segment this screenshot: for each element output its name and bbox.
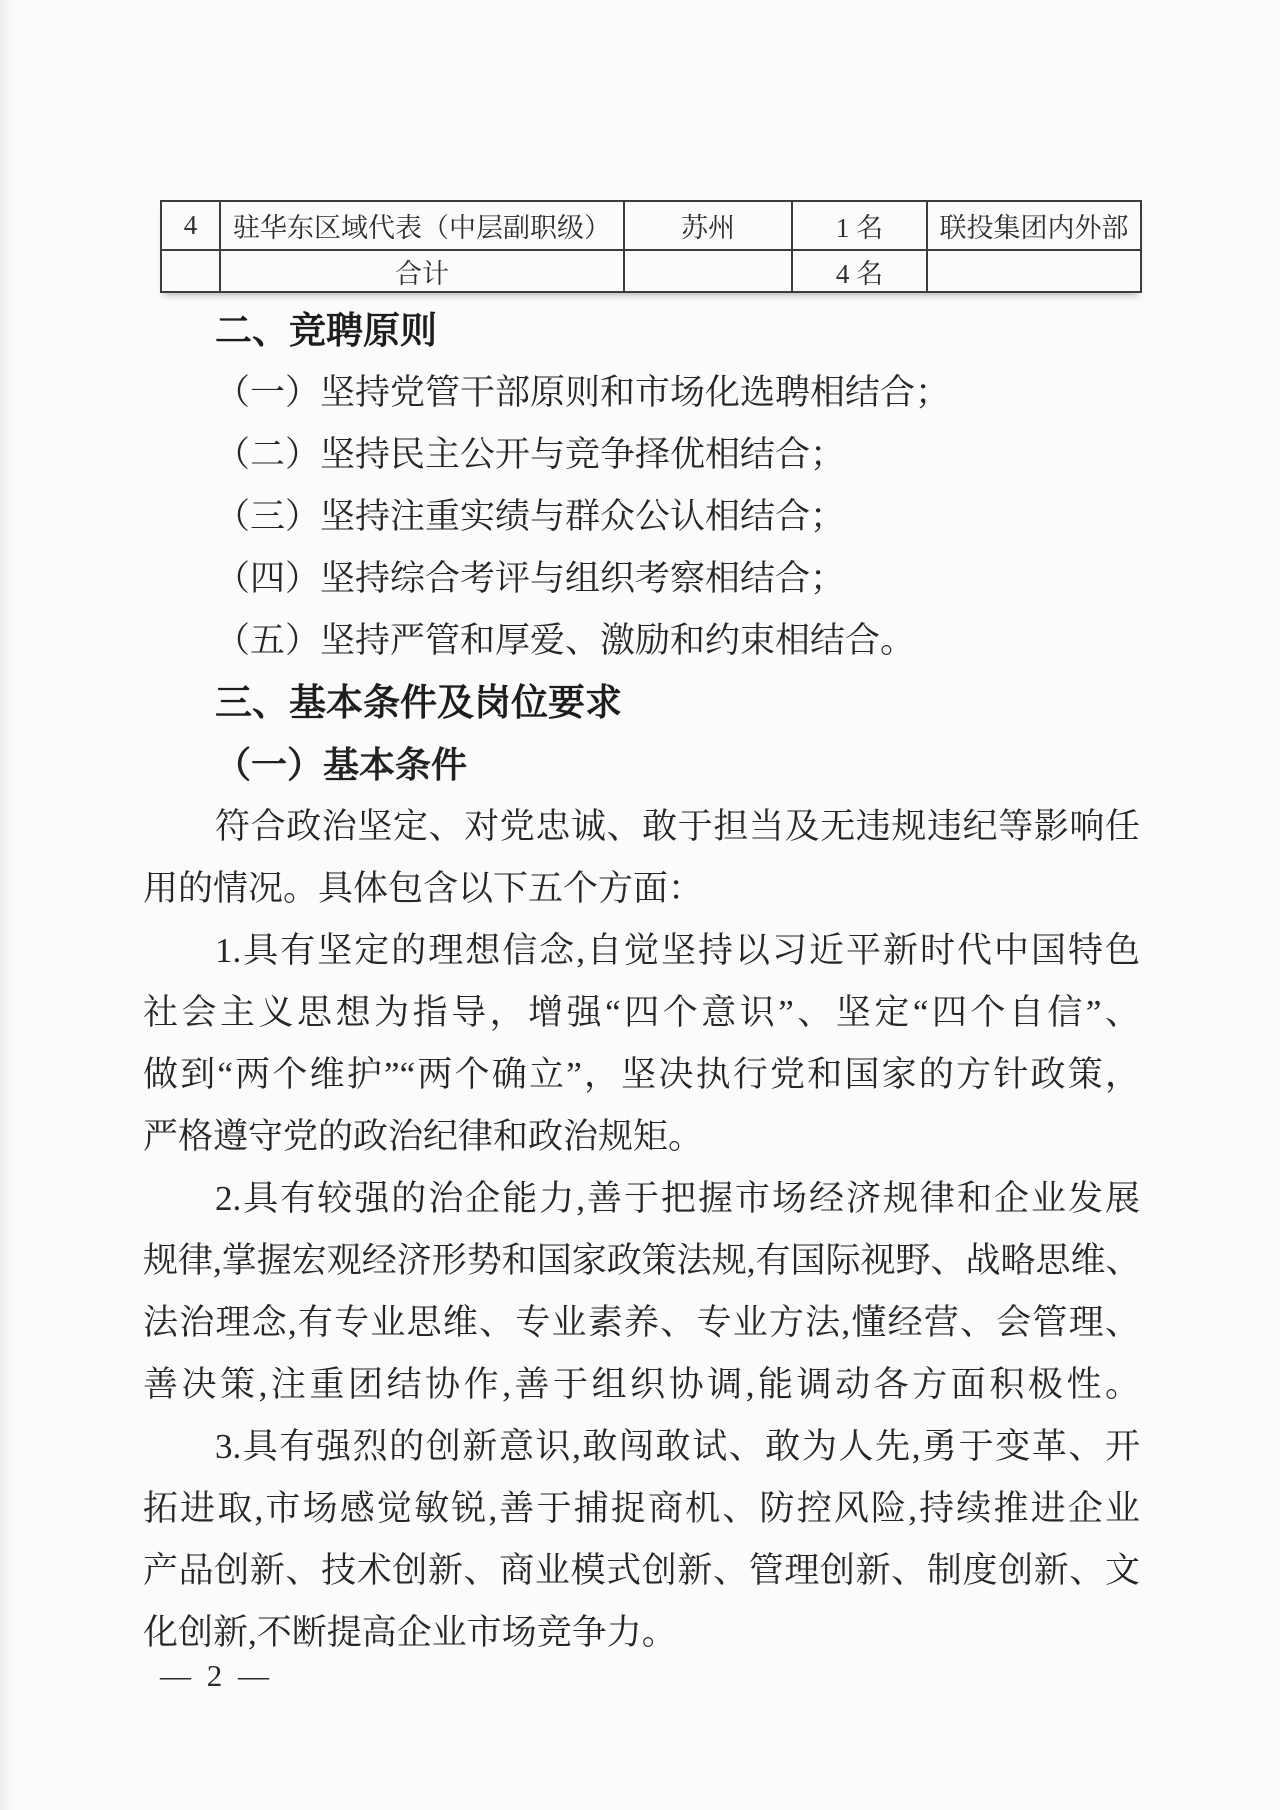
position-table [160, 200, 1142, 293]
document-body [143, 300, 1140, 1664]
paragraph-line: 善决策,注重团结协作,善于组织协调,能调动各方面积极性。 [143, 1365, 1140, 1404]
table-cell-location: 苏州 [624, 201, 792, 250]
table-cell-location [624, 250, 792, 292]
table-row-total [161, 250, 1141, 292]
paragraph-line: 化创新,不断提高企业市场竞争力。 [143, 1613, 677, 1652]
paragraph-line: 社会主义思想为指导，增强“四个意识”、坚定“四个自信”、 [143, 993, 1140, 1032]
paragraph-line: 2.具有较强的治企能力,善于把握市场经济规律和企业发展 [215, 1179, 1140, 1218]
paragraph-line: 符合政治坚定、对党忠诚、敢于担当及无违规违纪等影响任 [215, 807, 1140, 846]
principle-item-5: （五）坚持严管和厚爱、激励和约束相结合。 [215, 621, 916, 660]
table-cell-count: 1 名 [792, 201, 927, 250]
paragraph-line: 产品创新、技术创新、商业模式创新、管理创新、制度创新、文 [143, 1551, 1140, 1590]
table-cell-scope: 联投集团内外部 [927, 201, 1141, 250]
paragraph-line: 法治理念,有专业思维、专业素养、专业方法,懂经营、会管理、 [143, 1303, 1140, 1342]
section-heading-2: 二、竞聘原则 [215, 310, 437, 351]
table-row [161, 201, 1141, 250]
page-number: — 2 — [160, 1658, 273, 1693]
principle-item-3: （三）坚持注重实绩与群众公认相结合； [215, 497, 846, 536]
section-heading-3: 三、基本条件及岗位要求 [215, 682, 622, 723]
paragraph-line: 3.具有强烈的创新意识,敢闯敢试、敢为人先,勇于变革、开 [215, 1427, 1140, 1466]
paragraph-line: 规律,掌握宏观经济形势和国家政策法规,有国际视野、战略思维、 [143, 1241, 1141, 1280]
table-cell-position: 驻华东区域代表（中层副职级） [220, 201, 624, 250]
paragraph-line: 用的情况。具体包含以下五个方面： [143, 869, 704, 908]
principle-item-1: （一）坚持党管干部原则和市场化选聘相结合； [215, 373, 951, 412]
table-cell-scope [927, 250, 1141, 292]
paragraph-line: 严格遵守党的政治纪律和政治规矩。 [143, 1117, 704, 1156]
paragraph-line: 做到“两个维护”“两个确立”，坚决执行党和国家的方针政策， [143, 1055, 1140, 1094]
table-cell-index [161, 250, 220, 292]
table-cell-total-label: 合计 [220, 250, 624, 292]
principle-item-2: （二）坚持民主公开与竞争择优相结合； [215, 435, 846, 474]
table-cell-index: 4 [161, 201, 220, 250]
paragraph-line: 1.具有坚定的理想信念,自觉坚持以习近平新时代中国特色 [215, 931, 1140, 970]
subsection-heading: （一）基本条件 [215, 745, 468, 785]
paragraph-line: 拓进取,市场感觉敏锐,善于捕捉商机、防控风险,持续推进企业 [143, 1489, 1140, 1528]
table-cell-total-count: 4 名 [792, 250, 927, 292]
principle-item-4: （四）坚持综合考评与组织考察相结合； [215, 559, 846, 598]
